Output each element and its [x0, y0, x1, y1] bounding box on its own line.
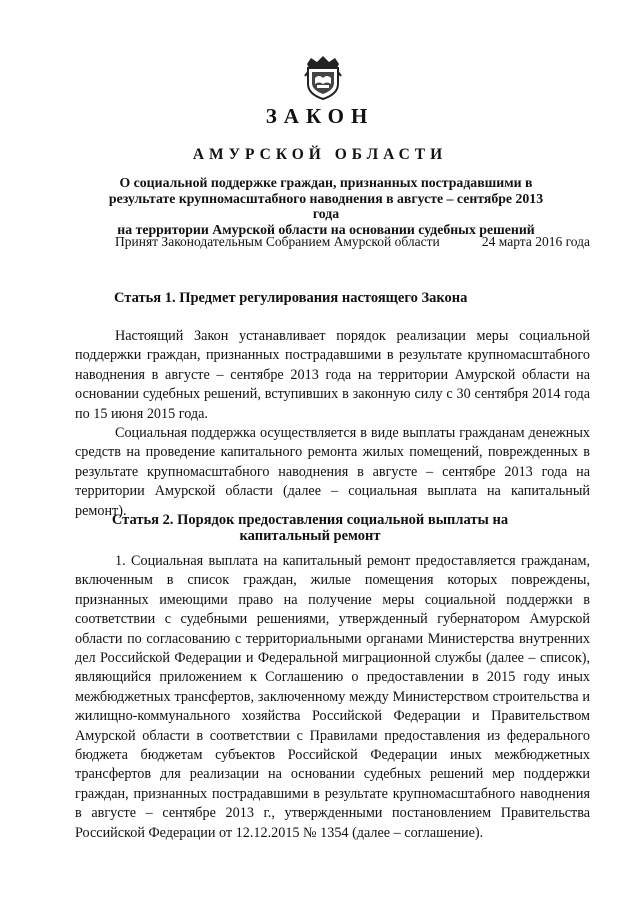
subject-line: результате крупномасштабного наводнения в августе – сентябре 2013 года	[108, 190, 544, 221]
coat-of-arms-icon	[303, 54, 343, 100]
article-2-title-line: Статья 2. Порядок предоставления социальной выплаты на	[111, 512, 509, 528]
law-subject	[96, 175, 556, 237]
adoption-date: 24 марта 2016 года	[481, 234, 590, 249]
adoption-line	[115, 234, 590, 250]
article-1-title: Статья 1. Предмет регулирования настоящего Закона	[114, 290, 468, 306]
article-2-title-line: капитальный ремонт	[239, 527, 381, 544]
paragraph: 1. Социальная выплата на капитальный ремонт предоставляется гражданам, включенным в список граждан, жилые помещения которых повреждены, признанных имеющими право на получение меры социальной поддержки в соответствии с судебными решениями, утвержденный губернатором Амурской области по согласованию с территориальными органами Министерства внутренних дел Российской Федерации и Федеральной миграционной службы (далее – список), являющийся приложением к Соглашению о предоставлении в 2015 году иных межбюджетных трансфертов, заключенному между Министерством строительства и жилищно-коммунального хозяйства Российской Федерации и Правительством Амурской области в соответствии с Правилами предоставления из федерального бюджета бюджетам субъектов Российской Федерации иных межбюджетных трансфертов для реализации на основании судебных решений мер поддержки граждан, признанных пострадавшими в результате крупномасштабного наводнения в августе – сентябре 2013 г., утвержденными постановлением Правительства Российской Федерации от 12.12.2015 № 1354 (далее – соглашение).	[75, 553, 590, 841]
subject-line: О социальной поддержке граждан, признанных пострадавшими в	[119, 175, 533, 190]
adoption-text: Принят Законодательным Собранием Амурской области	[115, 234, 440, 249]
article-1-body	[75, 327, 590, 521]
paragraph: Социальная поддержка осуществляется в виде выплаты гражданам денежных средств на проведение капитального ремонта жилых помещений, поврежденных в результате крупномасштабного наводнения в августе – сентябре 2013 года на территории Амурской области (далее – социальная выплата на капитальный ремонт).	[75, 425, 590, 519]
region-title: АМУРСКОЙ ОБЛАСТИ	[192, 146, 448, 163]
subject-line: на территории Амурской области на основании судебных решений	[117, 221, 535, 237]
article-2-body	[75, 552, 590, 843]
law-title: ЗАКОН	[265, 104, 375, 128]
paragraph: Настоящий Закон устанавливает порядок реализации меры социальной поддержки граждан, признанных пострадавшими в результате крупномасштабного наводнения в августе – сентябре 2013 года на территории Амурской области на основании судебных решений, вступивших в законную силу с 30 сентября 2014 года по 15 июня 2015 года.	[75, 328, 590, 422]
article-2-title	[100, 513, 520, 544]
